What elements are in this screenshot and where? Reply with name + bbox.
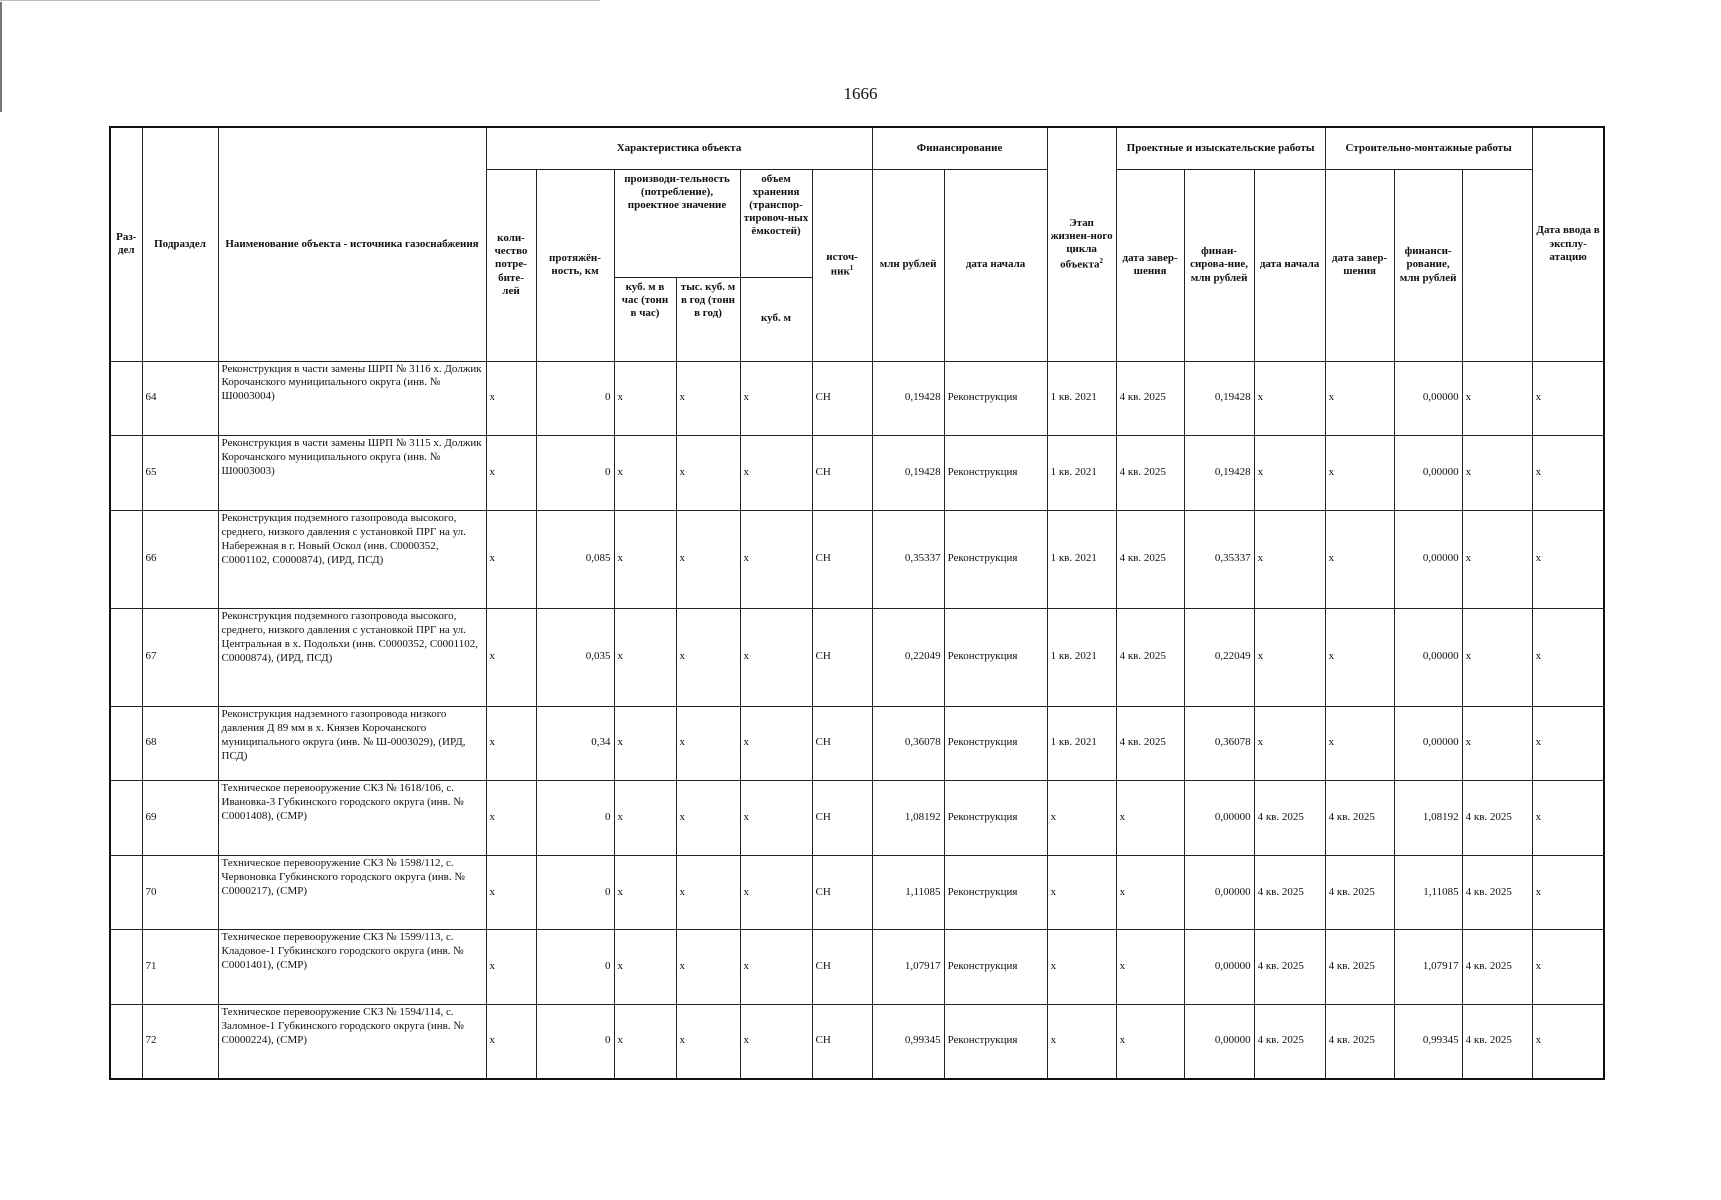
cell-year: х — [676, 781, 740, 856]
cell-razdel — [110, 930, 142, 1005]
table-row — [110, 510, 1604, 608]
cell-length: 0 — [536, 436, 614, 511]
cell-consumers: х — [486, 781, 536, 856]
cell-constr-end: х — [1325, 510, 1394, 608]
cell-podrazdel: 72 — [142, 1004, 218, 1079]
cell-name: Техническое перевооружение СКЗ № 1618/106, с. Ивановка-3 Губкинского городского округа (инв. № С0001408), (СМР) — [218, 781, 486, 856]
cell-constr-fin: 1,11085 — [1394, 855, 1462, 930]
cell-commission: 4 кв. 2025 — [1462, 930, 1532, 1005]
cell-name: Техническое перевооружение СКЗ № 1594/114, с. Заломное-1 Губкинского городского округа (инв. № С0000224), (СМР) — [218, 1004, 486, 1079]
header-source: источ-ник$^1$ — [812, 169, 872, 361]
cell-hour: х — [614, 855, 676, 930]
cell-storage: х — [740, 781, 812, 856]
cell-design-fin: 0,00000 — [1184, 781, 1254, 856]
cell-commission: 4 кв. 2025 — [1462, 1004, 1532, 1079]
cell-design-end: 4 кв. 2025 — [1116, 361, 1184, 436]
cell-constr-fin: 0,99345 — [1394, 1004, 1462, 1079]
cell-stage: Реконструкция — [944, 361, 1047, 436]
header-productivity-hour: куб. м в час (тонн в час) — [614, 277, 676, 361]
cell-source: СН — [812, 706, 872, 781]
cell-constr-start: х — [1254, 361, 1325, 436]
table-row — [110, 855, 1604, 930]
table-row — [110, 706, 1604, 781]
cell-design-start: х — [1047, 930, 1116, 1005]
cell-constr-fin: 1,08192 — [1394, 781, 1462, 856]
cell-design-fin: 0,00000 — [1184, 930, 1254, 1005]
cell-length: 0 — [536, 1004, 614, 1079]
header-storage-unit: куб. м — [740, 277, 812, 361]
cell-group: х — [1532, 361, 1604, 436]
cell-hour: х — [614, 930, 676, 1005]
header-constr-end: дата завер-шения — [1325, 169, 1394, 361]
cell-design-start: х — [1047, 855, 1116, 930]
cell-storage: х — [740, 930, 812, 1005]
table-row — [110, 930, 1604, 1005]
cell-fin: 0,36078 — [872, 706, 944, 781]
cell-razdel — [110, 855, 142, 930]
cell-constr-start: х — [1254, 706, 1325, 781]
cell-name: Реконструкция подземного газопровода высокого, среднего, низкого давления с установкой ПРГ на ул. Центральная в х. Подольхи (инв. С0000352, С0001102, С0000874), (ИРД, ПСД) — [218, 608, 486, 706]
cell-constr-start: 4 кв. 2025 — [1254, 1004, 1325, 1079]
cell-consumers: х — [486, 1004, 536, 1079]
cell-design-end: 4 кв. 2025 — [1116, 706, 1184, 781]
cell-design-start: 1 кв. 2021 — [1047, 510, 1116, 608]
cell-constr-start: 4 кв. 2025 — [1254, 930, 1325, 1005]
cell-fin: 1,11085 — [872, 855, 944, 930]
header-razdel: Раз-дел — [110, 127, 142, 361]
cell-commission: х — [1462, 608, 1532, 706]
cell-consumers: х — [486, 436, 536, 511]
cell-design-end: 4 кв. 2025 — [1116, 436, 1184, 511]
cell-commission: х — [1462, 706, 1532, 781]
header-productivity-year: тыс. куб. м в год (тонн в год) — [676, 277, 740, 361]
cell-stage: Реконструкция — [944, 855, 1047, 930]
header-lifecycle: Этап жизнен-ного цикла объекта$^2$ — [1047, 127, 1116, 361]
cell-constr-fin: 0,00000 — [1394, 436, 1462, 511]
header-constr-fin: финанси-рование, млн рублей — [1394, 169, 1462, 361]
cell-source: СН — [812, 510, 872, 608]
gas-supply-table — [109, 126, 1605, 1080]
cell-storage: х — [740, 706, 812, 781]
cell-razdel — [110, 608, 142, 706]
cell-year: х — [676, 510, 740, 608]
cell-group: х — [1532, 436, 1604, 511]
cell-podrazdel: 69 — [142, 781, 218, 856]
cell-design-start: 1 кв. 2021 — [1047, 706, 1116, 781]
cell-length: 0 — [536, 361, 614, 436]
cell-hour: х — [614, 1004, 676, 1079]
cell-storage: х — [740, 1004, 812, 1079]
cell-constr-end: х — [1325, 361, 1394, 436]
cell-design-fin: 0,36078 — [1184, 706, 1254, 781]
header-podrazdel: Подраздел — [142, 127, 218, 361]
cell-year: х — [676, 855, 740, 930]
cell-design-end: 4 кв. 2025 — [1116, 510, 1184, 608]
cell-fin: 0,99345 — [872, 1004, 944, 1079]
table-row — [110, 436, 1604, 511]
cell-razdel — [110, 781, 142, 856]
cell-name: Техническое перевооружение СКЗ № 1599/113, с. Кладовое-1 Губкинского городского округа (инв. № С0001401), (СМР) — [218, 930, 486, 1005]
cell-length: 0 — [536, 855, 614, 930]
cell-podrazdel: 64 — [142, 361, 218, 436]
cell-group: х — [1532, 510, 1604, 608]
scan-top-line — [0, 0, 600, 1]
cell-source: СН — [812, 608, 872, 706]
cell-consumers: х — [486, 608, 536, 706]
cell-constr-start: 4 кв. 2025 — [1254, 855, 1325, 930]
header-characteristics: Характеристика объекта — [486, 127, 872, 169]
cell-length: 0 — [536, 781, 614, 856]
cell-commission: 4 кв. 2025 — [1462, 781, 1532, 856]
cell-fin: 1,08192 — [872, 781, 944, 856]
cell-constr-start: 4 кв. 2025 — [1254, 781, 1325, 856]
header-design: Проектные и изыскательские работы — [1116, 127, 1325, 169]
cell-commission: х — [1462, 510, 1532, 608]
cell-name: Реконструкция надземного газопровода низкого давления Д 89 мм в х. Князев Корочанского муниципального округа (инв. № Ш-0003029), (ИРД, ПСД) — [218, 706, 486, 781]
cell-razdel — [110, 361, 142, 436]
cell-storage: х — [740, 510, 812, 608]
cell-design-end: х — [1116, 781, 1184, 856]
cell-constr-end: 4 кв. 2025 — [1325, 855, 1394, 930]
cell-podrazdel: 67 — [142, 608, 218, 706]
header-design-fin: финан-сирова-ние, млн рублей — [1184, 169, 1254, 361]
cell-group: х — [1532, 930, 1604, 1005]
cell-stage: Реконструкция — [944, 1004, 1047, 1079]
header-name: Наименование объекта - источника газоснабжения — [218, 127, 486, 361]
cell-podrazdel: 71 — [142, 930, 218, 1005]
cell-design-start: 1 кв. 2021 — [1047, 361, 1116, 436]
cell-hour: х — [614, 436, 676, 511]
cell-consumers: х — [486, 361, 536, 436]
cell-constr-end: х — [1325, 608, 1394, 706]
cell-storage: х — [740, 608, 812, 706]
page-number: 1666 — [843, 84, 878, 103]
cell-fin: 0,35337 — [872, 510, 944, 608]
cell-constr-start: х — [1254, 608, 1325, 706]
cell-consumers: х — [486, 706, 536, 781]
cell-name: Техническое перевооружение СКЗ № 1598/112, с. Червоновка Губкинского городского округа (инв. № С0000217), (СМР) — [218, 855, 486, 930]
cell-source: СН — [812, 1004, 872, 1079]
cell-hour: х — [614, 510, 676, 608]
cell-constr-fin: 0,00000 — [1394, 510, 1462, 608]
table-row — [110, 1004, 1604, 1079]
cell-constr-fin: 0,00000 — [1394, 706, 1462, 781]
cell-razdel — [110, 510, 142, 608]
cell-source: СН — [812, 436, 872, 511]
cell-year: х — [676, 1004, 740, 1079]
cell-group: х — [1532, 706, 1604, 781]
header-mln-rub: млн рублей — [872, 169, 944, 361]
cell-design-fin: 0,19428 — [1184, 361, 1254, 436]
cell-constr-end: х — [1325, 706, 1394, 781]
cell-podrazdel: 66 — [142, 510, 218, 608]
header-design-start: дата начала — [944, 169, 1047, 361]
cell-design-fin: 0,00000 — [1184, 1004, 1254, 1079]
cell-length: 0,085 — [536, 510, 614, 608]
cell-design-fin: 0,19428 — [1184, 436, 1254, 511]
cell-design-start: 1 кв. 2021 — [1047, 608, 1116, 706]
cell-design-start: 1 кв. 2021 — [1047, 436, 1116, 511]
header-commissioning: Дата ввода в эксплу-атацию — [1532, 127, 1604, 361]
cell-design-fin: 0,35337 — [1184, 510, 1254, 608]
table-row — [110, 361, 1604, 436]
cell-stage: Реконструкция — [944, 781, 1047, 856]
cell-stage: Реконструкция — [944, 930, 1047, 1005]
cell-constr-end: 4 кв. 2025 — [1325, 930, 1394, 1005]
cell-constr-fin: 0,00000 — [1394, 361, 1462, 436]
cell-length: 0,035 — [536, 608, 614, 706]
header-constr-start: дата начала — [1254, 169, 1325, 361]
header-design-end: дата завер-шения — [1116, 169, 1184, 361]
header-storage: объем хранения (транспор-тировоч-ных ёмкостей) — [740, 169, 812, 277]
cell-year: х — [676, 436, 740, 511]
cell-hour: х — [614, 608, 676, 706]
cell-length: 0,34 — [536, 706, 614, 781]
header-consumers-count: коли-чество потре-бите-лей — [486, 169, 536, 361]
cell-constr-start: х — [1254, 436, 1325, 511]
cell-constr-fin: 0,00000 — [1394, 608, 1462, 706]
cell-source: СН — [812, 930, 872, 1005]
cell-name: Реконструкция в части замены ШРП № 3116 х. Должик Корочанского муниципального округа (инв. № Ш0003004) — [218, 361, 486, 436]
cell-constr-end: 4 кв. 2025 — [1325, 781, 1394, 856]
cell-podrazdel: 65 — [142, 436, 218, 511]
cell-source: СН — [812, 781, 872, 856]
cell-design-end: 4 кв. 2025 — [1116, 608, 1184, 706]
cell-constr-end: 4 кв. 2025 — [1325, 1004, 1394, 1079]
cell-constr-fin: 1,07917 — [1394, 930, 1462, 1005]
cell-hour: х — [614, 706, 676, 781]
header-length: протяжён-ность, км — [536, 169, 614, 361]
cell-constr-start: х — [1254, 510, 1325, 608]
cell-group: х — [1532, 1004, 1604, 1079]
cell-design-end: х — [1116, 1004, 1184, 1079]
cell-commission: 4 кв. 2025 — [1462, 855, 1532, 930]
cell-year: х — [676, 361, 740, 436]
cell-podrazdel: 68 — [142, 706, 218, 781]
cell-year: х — [676, 930, 740, 1005]
cell-podrazdel: 70 — [142, 855, 218, 930]
cell-razdel — [110, 706, 142, 781]
cell-year: х — [676, 706, 740, 781]
cell-stage: Реконструкция — [944, 706, 1047, 781]
cell-design-end: х — [1116, 930, 1184, 1005]
cell-length: 0 — [536, 930, 614, 1005]
cell-consumers: х — [486, 510, 536, 608]
cell-group: х — [1532, 855, 1604, 930]
cell-year: х — [676, 608, 740, 706]
cell-design-start: х — [1047, 1004, 1116, 1079]
cell-group: х — [1532, 781, 1604, 856]
cell-consumers: х — [486, 930, 536, 1005]
cell-design-end: х — [1116, 855, 1184, 930]
cell-storage: х — [740, 855, 812, 930]
table-row — [110, 781, 1604, 856]
cell-fin: 0,19428 — [872, 436, 944, 511]
header-financing: Финансирование — [872, 127, 1047, 169]
cell-fin: 0,19428 — [872, 361, 944, 436]
cell-stage: Реконструкция — [944, 436, 1047, 511]
cell-design-start: х — [1047, 781, 1116, 856]
cell-razdel — [110, 1004, 142, 1079]
cell-group: х — [1532, 608, 1604, 706]
cell-storage: х — [740, 436, 812, 511]
cell-stage: Реконструкция — [944, 510, 1047, 608]
cell-design-fin: 0,00000 — [1184, 855, 1254, 930]
cell-commission: х — [1462, 436, 1532, 511]
cell-stage: Реконструкция — [944, 608, 1047, 706]
cell-design-fin: 0,22049 — [1184, 608, 1254, 706]
cell-hour: х — [614, 781, 676, 856]
cell-fin: 1,07917 — [872, 930, 944, 1005]
cell-consumers: х — [486, 855, 536, 930]
cell-constr-end: х — [1325, 436, 1394, 511]
header-productivity: производи-тельность (потребление), проектное значение — [614, 169, 740, 277]
cell-hour: х — [614, 361, 676, 436]
cell-name: Реконструкция в части замены ШРП № 3115 х. Должик Корочанского муниципального округа (инв. № Ш0003003) — [218, 436, 486, 511]
cell-commission: х — [1462, 361, 1532, 436]
header-construction: Строительно-монтажные работы — [1325, 127, 1532, 169]
cell-razdel — [110, 436, 142, 511]
cell-fin: 0,22049 — [872, 608, 944, 706]
table-row — [110, 608, 1604, 706]
cell-source: СН — [812, 361, 872, 436]
cell-storage: х — [740, 361, 812, 436]
cell-source: СН — [812, 855, 872, 930]
cell-name: Реконструкция подземного газопровода высокого, среднего, низкого давления с установкой ПРГ на ул. Набережная в г. Новый Оскол (инв. С0000352, С0001102, С0000874), (ИРД, ПСД) — [218, 510, 486, 608]
